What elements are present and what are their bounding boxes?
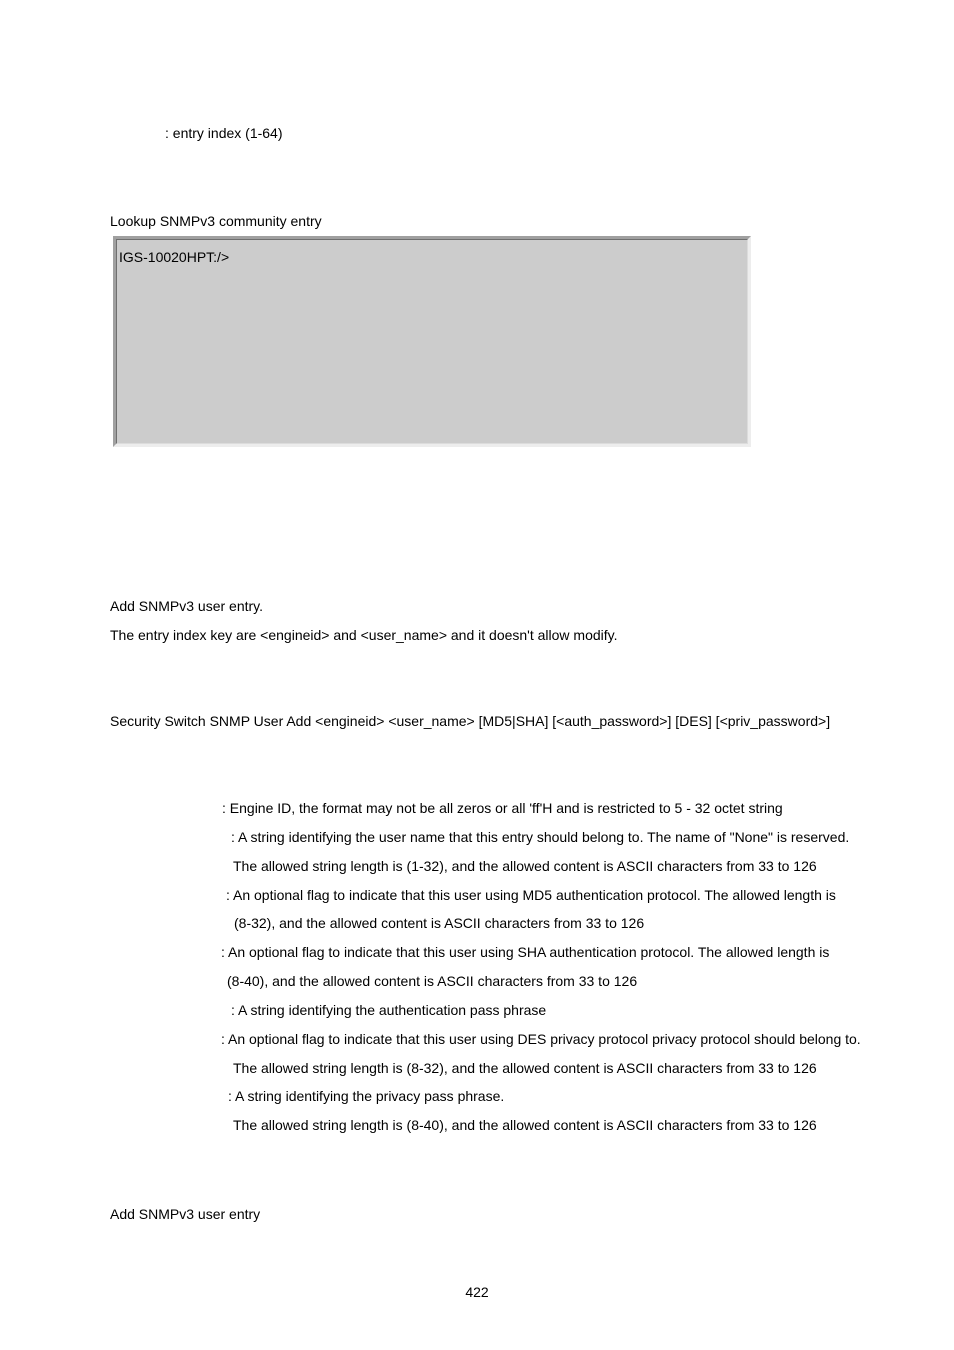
console-output-box	[113, 236, 751, 447]
description-line-2: The entry index key are <engineid> and <user_name> and it doesn't allow modify.	[110, 627, 618, 643]
param-priv-password-cont: The allowed string length is (8-40), and the allowed content is ASCII characters from 33 to 126	[233, 1117, 817, 1133]
param-engineid: : Engine ID, the format may not be all zeros or all 'ff'H and is restricted to 5 - 32 octet string	[222, 800, 783, 816]
param-md5: : An optional flag to indicate that this user using MD5 authentication protocol. The allowed length is	[226, 887, 836, 903]
param-sha-cont: (8-40), and the allowed content is ASCII characters from 33 to 126	[227, 973, 638, 989]
param-auth-password: : A string identifying the authentication pass phrase	[231, 1002, 547, 1018]
page-number: 422	[465, 1284, 489, 1300]
param-user-name: : A string identifying the user name that this entry should belong to. The name of "None" is reserved.	[231, 829, 850, 845]
example-add-caption: Add SNMPv3 user entry	[110, 1206, 261, 1222]
console-prompt: IGS-10020HPT:/>	[119, 249, 230, 265]
param-des: : An optional flag to indicate that this user using DES privacy protocol privacy protocol should belong to.	[221, 1031, 861, 1047]
example-lookup-caption: Lookup SNMPv3 community entry	[110, 213, 322, 229]
param-user-name-cont: The allowed string length is (1-32), and the allowed content is ASCII characters from 33 to 126	[233, 858, 817, 874]
param-des-cont: The allowed string length is (8-32), and the allowed content is ASCII characters from 33 to 126	[233, 1060, 817, 1076]
description-line-1: Add SNMPv3 user entry.	[110, 598, 264, 614]
param-entry-index: : entry index (1-64)	[165, 125, 283, 141]
syntax-line: Security Switch SNMP User Add <engineid> <user_name> [MD5|SHA] [<auth_password>] [DES] [<priv_password>]	[110, 713, 831, 729]
param-sha: : An optional flag to indicate that this user using SHA authentication protocol. The allowed length is	[221, 944, 830, 960]
param-priv-password: : A string identifying the privacy pass phrase.	[228, 1088, 505, 1104]
console-inner-border	[116, 239, 748, 444]
param-md5-cont: (8-32), and the allowed content is ASCII characters from 33 to 126	[234, 915, 645, 931]
